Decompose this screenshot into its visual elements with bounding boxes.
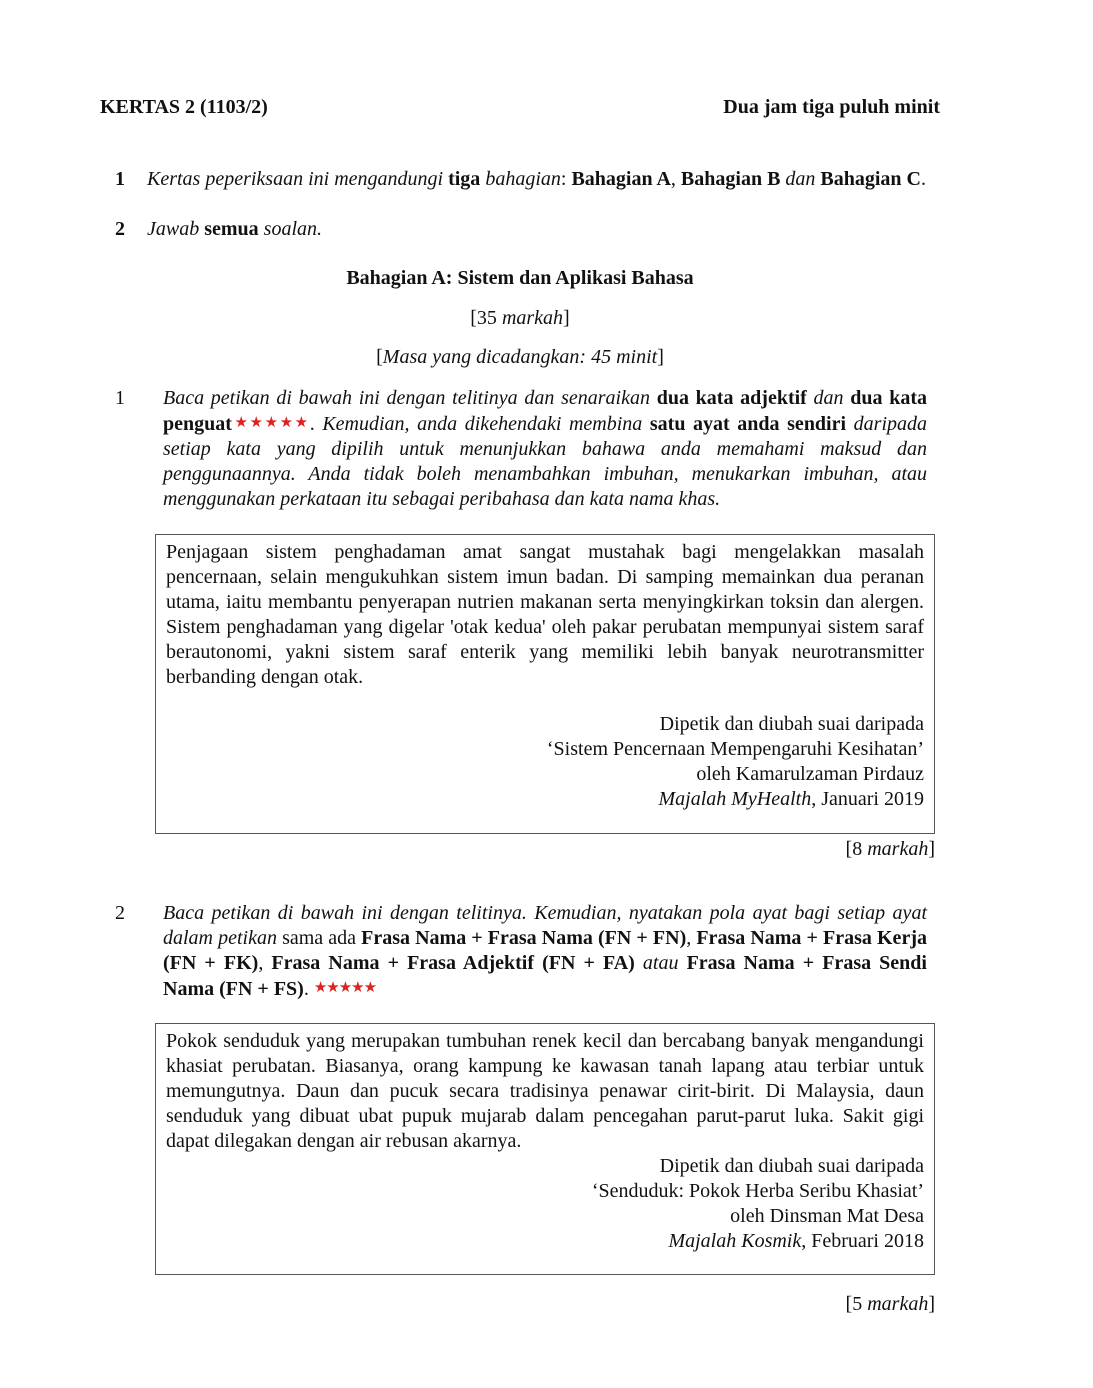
source-title: ‘Senduduk: Pokok Herba Seribu Khasiat’: [591, 1180, 924, 1202]
rich-text: Jawab semua soalan.: [147, 218, 323, 240]
exam-duration: Dua jam tiga puluh minit: [723, 96, 940, 118]
difficulty-stars-icon: ★★★★★: [231, 415, 310, 431]
difficulty-stars-icon: ★★★★★: [313, 980, 377, 996]
question-1-marks: [8 markah]: [845, 838, 935, 860]
passage-box-2: [155, 1023, 935, 1275]
question-text: Baca petikan di bawah ini dengan telitinya dan senaraikan dua kata adjektif dan dua kata penguat★★★★★. Kemudian, anda dikehendaki membina satu ayat anda sendiri daripada setiap kata yang dipilih untuk menunjukkan bahawa anda memahami maksud dan penggunaannya. Anda tidak boleh menambahkan imbuhan, menukarkan imbuhan, atau menggunakan perkataan itu sebagai peribahasa dan kata nama khas.: [163, 387, 928, 510]
source-line: Dipetik dan diubah suai daripada: [659, 713, 924, 735]
paper-code: KERTAS 2 (1103/2): [100, 96, 268, 118]
question-number: 1: [115, 387, 125, 409]
question-number: 2: [115, 902, 125, 924]
passage-box-1: [155, 534, 935, 834]
question-1: [115, 386, 927, 512]
rich-text: Kertas peperiksaan ini mengandungi tiga bahagian: Bahagian A, Bahagian B dan Bahagian C.: [147, 168, 926, 190]
passage-text: Pokok senduduk yang merupakan tumbuhan renek kecil dan bercabang banyak mengandungi khasiat perubatan. Biasanya, orang kampung ke kawasan tanah lapang atau terbiar untuk memungutnya. Daun dan pucuk secara tradisinya penawar cirit-birit. Di Malaysia, daun senduduk yang dibuat ubat pupuk mujarab dalam pencegahan parut-parut luka. Sakit gigi dapat dilegakan dengan air rebusan akarnya.: [166, 1030, 924, 1152]
source-line: Dipetik dan diubah suai daripada: [659, 1155, 924, 1177]
passage-text: Penjagaan sistem penghadaman amat sangat mustahak bagi mengelakkan masalah pencernaan, selain mengukuhkan sistem imun badan. Di samping memainkan dua peranan utama, iaitu membantu penyerapan nutrien makanan serta menyingkirkan toksin dan alergen. Sistem penghadaman yang digelar 'otak kedua' oleh pakar perubatan mempunyai sistem saraf berautonomi, yakni sistem saraf enterik yang memiliki lebih banyak neurotransmitter berbanding dengan otak.: [166, 541, 924, 688]
section-marks: [35 markah]: [470, 307, 570, 329]
section-time: [Masa yang dicadangkan: 45 minit]: [376, 346, 664, 368]
instruction-1: 1 Kertas peperiksaan ini mengandungi tiga bahagian: Bahagian A, Bahagian B dan Bahagian C.: [115, 168, 926, 190]
source-publication: Majalah Kosmik, Februari 2018: [668, 1230, 924, 1252]
instruction-2: 2 Jawab semua soalan.: [115, 218, 323, 240]
page-header: [100, 96, 940, 119]
question-2: [115, 901, 927, 1002]
source-title: ‘Sistem Pencernaan Mempengaruhi Kesihatan’: [546, 738, 924, 760]
source-publication: Majalah MyHealth, Januari 2019: [658, 788, 924, 810]
section-title: Bahagian A: Sistem dan Aplikasi Bahasa: [346, 267, 694, 289]
question-2-marks: [5 markah]: [845, 1293, 935, 1315]
source-author: oleh Dinsman Mat Desa: [730, 1205, 924, 1227]
source-author: oleh Kamarulzaman Pirdauz: [696, 763, 924, 785]
question-text: Baca petikan di bawah ini dengan telitinya. Kemudian, nyatakan pola ayat bagi setiap ayat dalam petikan sama ada Frasa Nama + Frasa Nama (FN + FN), Frasa Nama + Frasa Kerja (FN + FK), Frasa Nama + Frasa Adjektif (FN + FA) atau Frasa Nama + Frasa Sendi Nama (FN + FS). ★★★★★: [163, 902, 927, 1000]
